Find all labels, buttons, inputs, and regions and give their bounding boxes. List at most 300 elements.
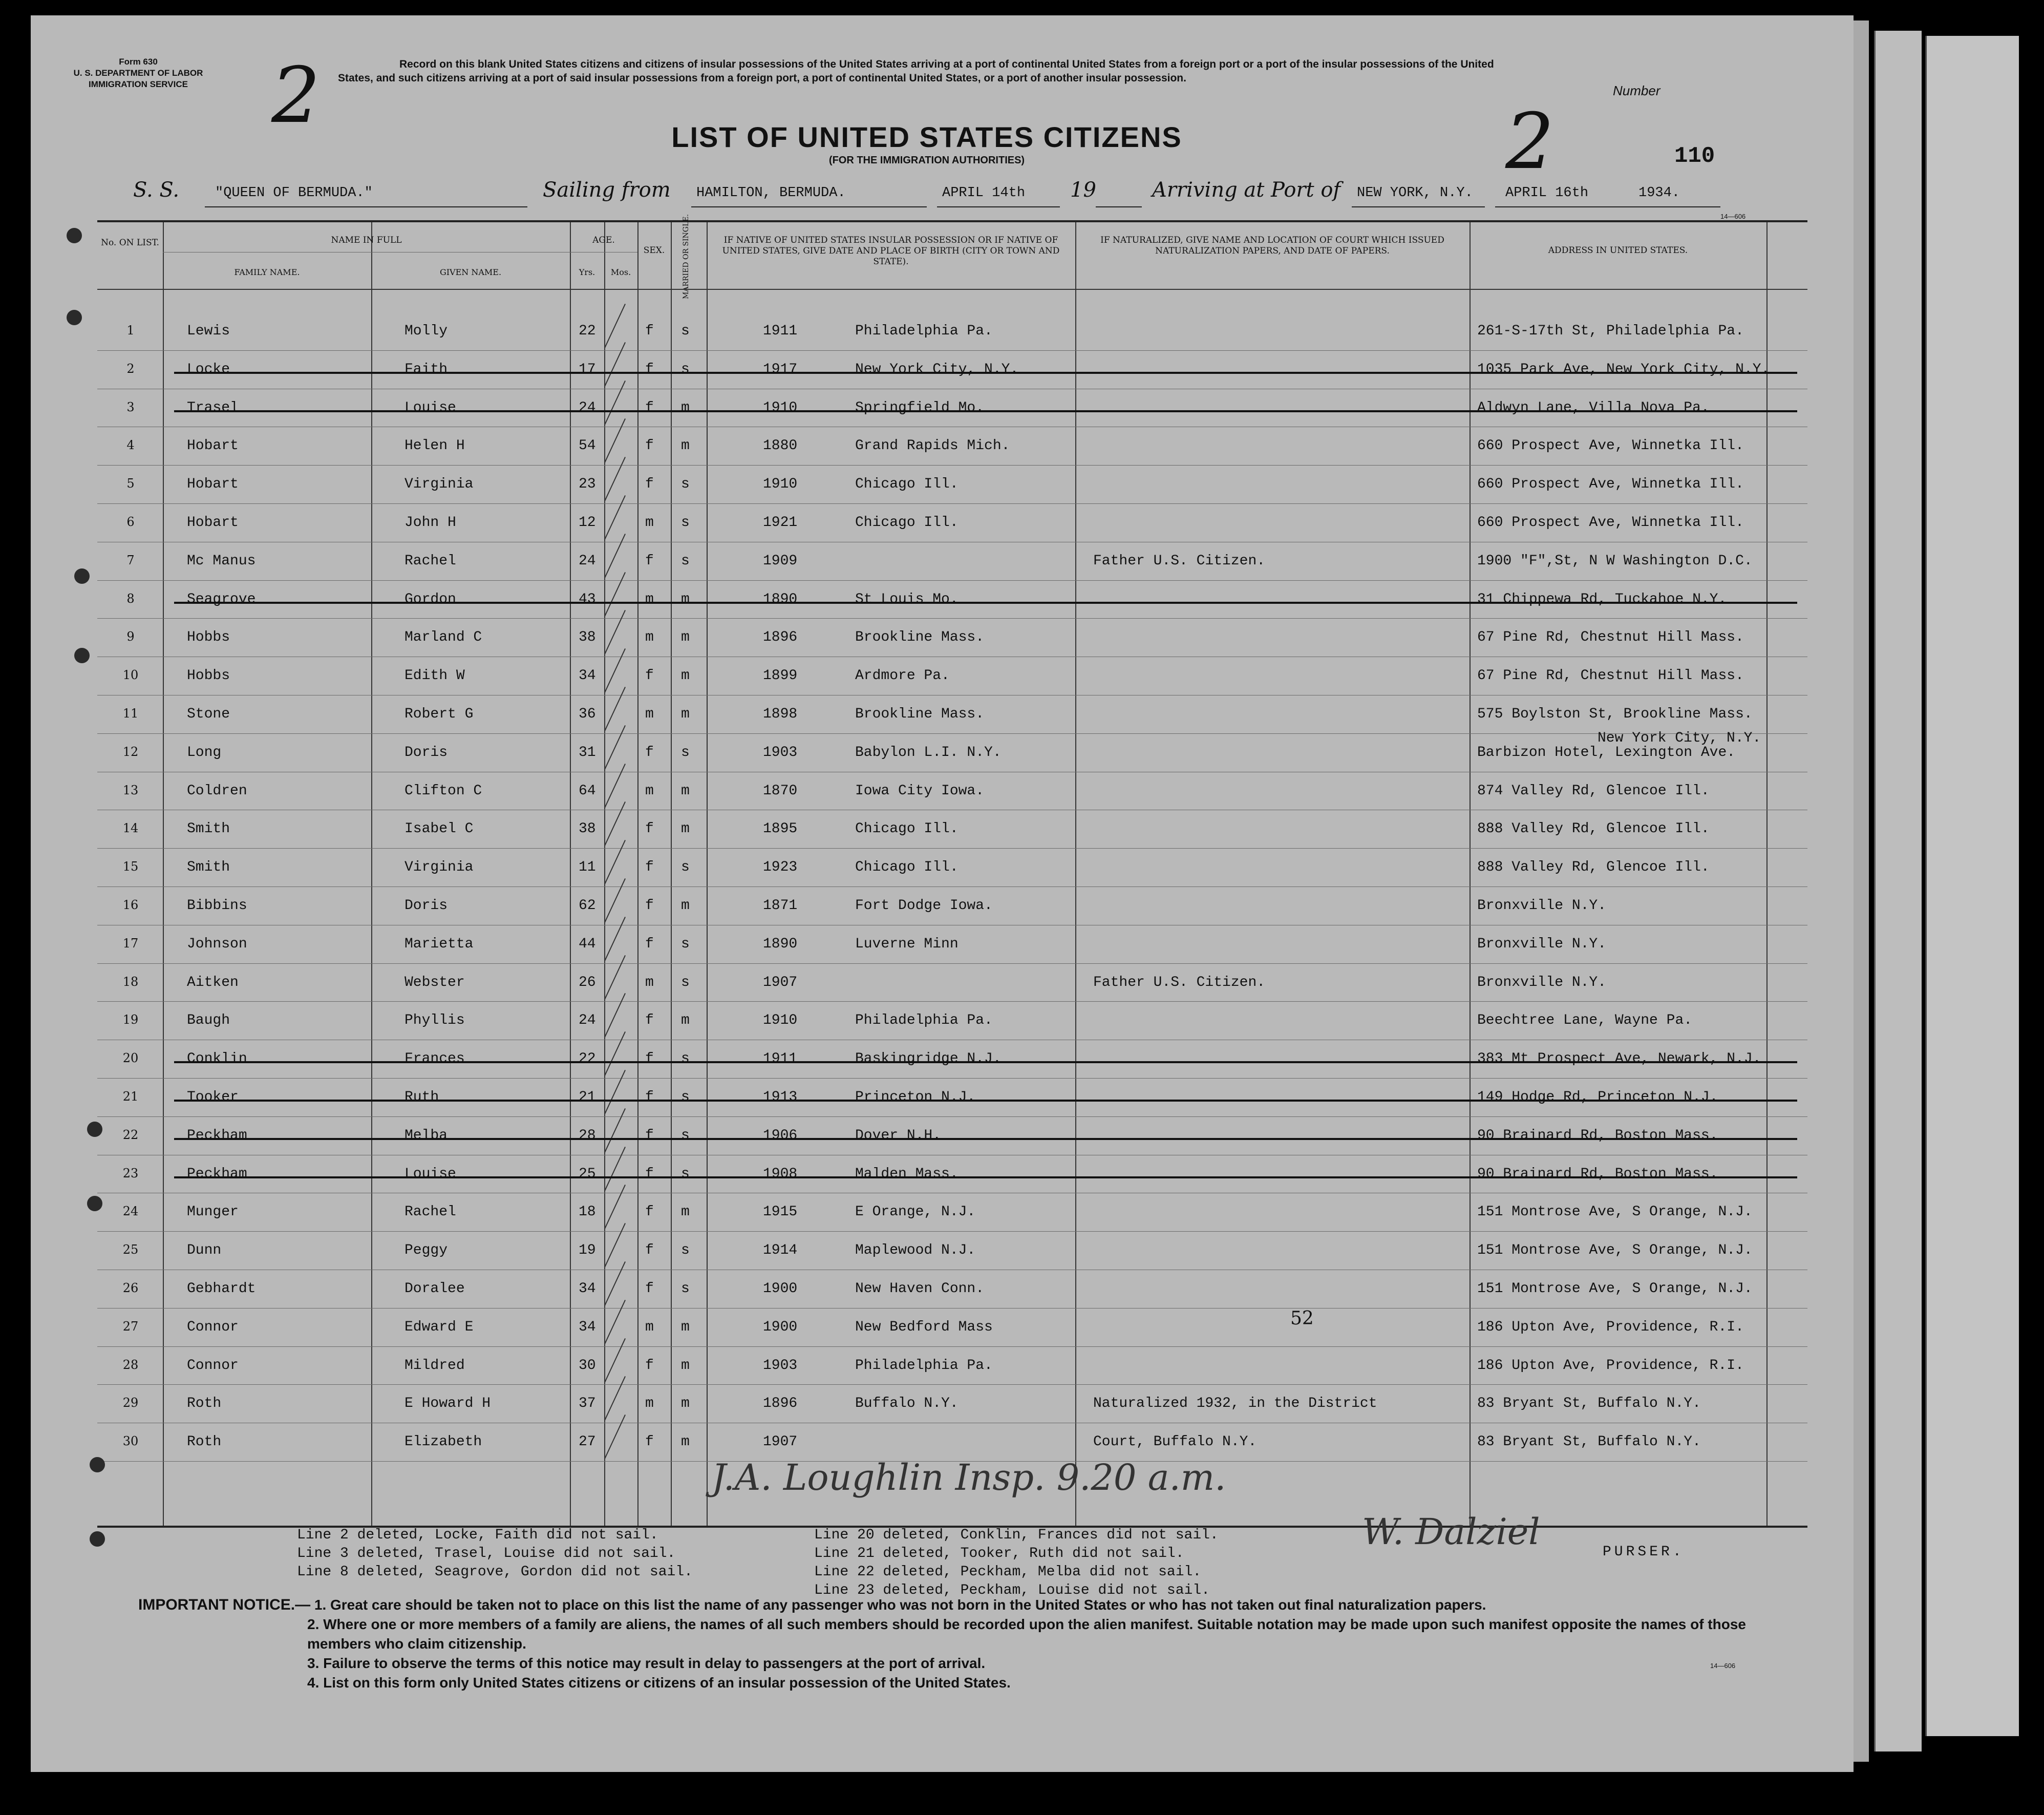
header-given-name: GIVEN NAME. (439, 267, 502, 277)
family-name: Hobbs (187, 629, 230, 646)
table-row (97, 657, 1807, 694)
sex: f (645, 553, 654, 569)
sex: f (645, 898, 654, 914)
notice-item: 3. Failure to observe the terms of this notice may result in delay to passengers at the port of arrival. (307, 1655, 986, 1671)
birth-year: 1896 (763, 1396, 798, 1412)
marital-status: m (681, 783, 690, 799)
age-years: 23 (579, 476, 596, 493)
service-name: IMMIGRATION SERVICE (89, 79, 188, 89)
form-number: Form 630 (119, 57, 158, 67)
address: Barbizon Hotel, Lexington Ave. (1477, 744, 1736, 761)
age-years: 30 (579, 1357, 596, 1374)
ship-name: "QUEEN OF BERMUDA." (215, 185, 373, 201)
address: 151 Montrose Ave, S Orange, N.J. (1477, 1204, 1753, 1220)
row-number: 15 (122, 859, 139, 874)
sex: f (645, 1434, 654, 1450)
age-years: 11 (579, 859, 596, 876)
birth-place: Iowa City Iowa. (855, 783, 985, 799)
address: 1035 Park Ave, New York City, N.Y. (1477, 361, 1770, 377)
check-mark (604, 304, 626, 348)
given-name: Doris (404, 744, 448, 761)
table-row (97, 1116, 1807, 1154)
header-address: ADDRESS IN UNITED STATES. (1548, 245, 1688, 256)
age-years: 24 (579, 553, 596, 569)
stacked-page-edge (1874, 31, 1922, 1751)
address: 660 Prospect Ave, Winnetka Ill. (1477, 438, 1744, 454)
birth-year: 1911 (763, 323, 798, 339)
birth-place: Baskingridge N.J. (855, 1051, 1002, 1067)
given-name: E Howard H (404, 1396, 491, 1412)
ss-label: S. S. (133, 178, 180, 202)
notice-heading: IMPORTANT NOTICE.— (138, 1596, 311, 1613)
birth-year: 1903 (763, 1357, 798, 1374)
given-name: Elizabeth (404, 1434, 482, 1450)
form-code-bottom: 14—606 (1710, 1662, 1736, 1670)
naturalization: Father U.S. Citizen. (1093, 553, 1266, 569)
birth-place: Malden Mass. (855, 1166, 959, 1182)
row-number: 30 (122, 1434, 139, 1449)
inspector-signature: J.A. Loughlin Insp. 9.20 a.m. (712, 1457, 1226, 1499)
address: 660 Prospect Ave, Winnetka Ill. (1477, 476, 1744, 493)
age-years: 38 (579, 629, 596, 646)
intro-text: Record on this blank United States citizens and citizens of insular possessions of the United States arriving at a port of continental United States from a foreign port or a port of the insular possessions of the United States, and such citizens arriving at a port of said insular possessions from a foreign port, a port of continental United States, or a port of another insular possession. (338, 58, 1494, 84)
table-row (97, 1155, 1807, 1193)
age-years: 34 (579, 1319, 596, 1335)
sex: f (645, 1242, 654, 1259)
given-name: Gordon (404, 591, 456, 607)
manifest-page (31, 15, 1854, 1772)
binder-hole (90, 1531, 105, 1547)
marital-status: m (681, 1204, 690, 1220)
row-number: 25 (122, 1242, 139, 1257)
birth-year: 1910 (763, 476, 798, 493)
family-name: Connor (187, 1357, 239, 1374)
row-number: 3 (126, 399, 135, 414)
marital-status: s (681, 744, 690, 761)
row-number: 19 (122, 1012, 139, 1027)
age-years: 21 (579, 1089, 596, 1105)
family-name: Hobart (187, 438, 239, 454)
deletion-note: Line 8 deleted, Seagrove, Gordon did not sail. (297, 1564, 693, 1580)
given-name: Louise (404, 399, 456, 416)
birth-place: Chicago Ill. (855, 515, 959, 531)
birth-place: Chicago Ill. (855, 859, 959, 876)
family-name: Smith (187, 821, 230, 837)
row-number: 26 (122, 1281, 139, 1295)
address: 874 Valley Rd, Glencoe Ill. (1477, 783, 1710, 799)
address: 888 Valley Rd, Glencoe Ill. (1477, 859, 1710, 876)
marital-status: s (681, 1051, 690, 1067)
address: 1900 "F",St, N W Washington D.C. (1477, 553, 1753, 569)
marital-status: s (681, 936, 690, 952)
sex: f (645, 936, 654, 952)
birth-place: Maplewood N.J. (855, 1242, 976, 1259)
table-row (97, 580, 1807, 618)
sex: m (645, 629, 654, 646)
birth-place: Brookline Mass. (855, 706, 985, 722)
family-name: Dunn (187, 1242, 222, 1259)
table-row (97, 695, 1807, 733)
birth-year: 1890 (763, 591, 798, 607)
table-row (97, 963, 1807, 1001)
age-years: 22 (579, 323, 596, 339)
family-name: Gebhardt (187, 1281, 256, 1297)
birth-year: 1923 (763, 859, 798, 876)
sex: f (645, 1166, 654, 1182)
address: 186 Upton Ave, Providence, R.I. (1477, 1357, 1744, 1374)
binder-hole (67, 310, 82, 325)
given-name: Frances (404, 1051, 465, 1067)
naturalization: Naturalized 1932, in the District (1093, 1396, 1377, 1412)
birth-place: New Haven Conn. (855, 1281, 985, 1297)
row-number: 23 (122, 1166, 139, 1180)
sex: f (645, 438, 654, 454)
address: Bronxville N.Y. (1477, 936, 1607, 952)
birth-place: Philadelphia Pa. (855, 323, 993, 339)
header-birth: IF NATIVE OF UNITED STATES INSULAR POSSESSION OR IF NATIVE OF UNITED STATES, GIVE DATE AND PLACE OF BIRTH (CITY OR TOWN AND STATE). (722, 235, 1060, 267)
header-sex: SEX. (643, 245, 665, 256)
marital-status: m (681, 706, 690, 722)
address: 575 Boylston St, Brookline Mass. (1477, 706, 1753, 722)
stacked-page-edge (1925, 36, 2019, 1736)
marital-status: m (681, 1357, 690, 1374)
sex: f (645, 1127, 654, 1144)
row-number: 29 (122, 1396, 139, 1410)
given-name: Mildred (404, 1357, 465, 1374)
table-row (97, 1001, 1807, 1039)
age-years: 34 (579, 1281, 596, 1297)
age-years: 36 (579, 706, 596, 722)
sex: f (645, 361, 654, 377)
marital-status: s (681, 1127, 690, 1144)
birth-year: 1914 (763, 1242, 798, 1259)
family-name: Munger (187, 1204, 239, 1220)
voyage-line (133, 178, 1802, 209)
birth-place: Brookline Mass. (855, 629, 985, 646)
deletion-strikethrough (174, 410, 1797, 412)
birth-year: 1903 (763, 744, 798, 761)
family-name: Lewis (187, 323, 230, 339)
address: 67 Pine Rd, Chestnut Hill Mass. (1477, 668, 1744, 684)
sheet-number: 110 (1674, 143, 1715, 169)
given-name: Phyllis (404, 1012, 465, 1029)
deletion-strikethrough (174, 602, 1797, 604)
address: Beechtree Lane, Wayne Pa. (1477, 1012, 1693, 1029)
address: 151 Montrose Ave, S Orange, N.J. (1477, 1281, 1753, 1297)
page-subtitle: (FOR THE IMMIGRATION AUTHORITIES) (828, 155, 1025, 166)
binder-hole (74, 568, 90, 584)
header-age: AGE. (592, 235, 615, 245)
birth-year: 1908 (763, 1166, 798, 1182)
birth-year: 1910 (763, 1012, 798, 1029)
important-notice (138, 1595, 1777, 1693)
deletion-notes-left (297, 1526, 693, 1581)
birth-year: 1896 (763, 629, 798, 646)
age-years: 37 (579, 1396, 596, 1412)
marital-status: s (681, 1242, 690, 1259)
family-name: Mc Manus (187, 553, 256, 569)
birth-place: Luverne Minn (855, 936, 959, 952)
row-number: 4 (126, 438, 135, 453)
birth-year: 1921 (763, 515, 798, 531)
row-number: 21 (122, 1089, 139, 1104)
deletion-note: Line 3 deleted, Trasel, Louise did not sail. (297, 1546, 676, 1561)
birth-year: 1906 (763, 1127, 798, 1144)
number-label: Number (1613, 83, 1660, 98)
family-name: Peckham (187, 1127, 247, 1144)
age-years: 54 (579, 438, 596, 454)
marital-status: m (681, 898, 690, 914)
age-years: 34 (579, 668, 596, 684)
age-years: 24 (579, 399, 596, 416)
handwritten-mark-left: 2 (271, 51, 321, 140)
age-years: 12 (579, 515, 596, 531)
given-name: Isabel C (404, 821, 474, 837)
deletion-strikethrough (174, 1138, 1797, 1140)
age-years: 19 (579, 1242, 596, 1259)
family-name: Smith (187, 859, 230, 876)
sex: f (645, 668, 654, 684)
address: Bronxville N.Y. (1477, 898, 1607, 914)
row-number: 28 (122, 1357, 139, 1372)
sex: f (645, 476, 654, 493)
handwritten-number: 2 (1505, 97, 1555, 186)
table-row (97, 1423, 1807, 1461)
marital-status: s (681, 1089, 690, 1105)
table-row (97, 848, 1807, 886)
given-name: John H (404, 515, 456, 531)
purser-label: PURSER. (1603, 1544, 1685, 1560)
notice-item: 1. Great care should be taken not to place on this list the name of any passenger who was not born in the United States or who has not taken out final naturalization papers. (314, 1597, 1486, 1613)
birth-place: Ardmore Pa. (855, 668, 950, 684)
birth-year: 1913 (763, 1089, 798, 1105)
age-years: 62 (579, 898, 596, 914)
marital-status: s (681, 1166, 690, 1182)
given-name: Peggy (404, 1242, 448, 1259)
row-number: 14 (122, 821, 139, 836)
family-name: Coldren (187, 783, 247, 799)
age-years: 26 (579, 974, 596, 990)
deletion-note: Line 20 deleted, Conklin, Frances did not sail. (814, 1527, 1219, 1543)
family-name: Long (187, 744, 222, 761)
given-name: Webster (404, 974, 465, 990)
birth-place: Princeton N.J. (855, 1089, 976, 1105)
deletion-note: Line 23 deleted, Peckham, Louise did not sail. (814, 1582, 1210, 1598)
given-name: Molly (404, 323, 448, 339)
birth-year: 1895 (763, 821, 798, 837)
sex: f (645, 1281, 654, 1297)
purser-signature: W. Dalziel (1362, 1511, 1540, 1553)
birth-year: 1907 (763, 974, 798, 990)
given-name: Doris (404, 898, 448, 914)
row-number: 7 (126, 553, 135, 567)
form-code-top: 14—606 (1720, 213, 1746, 220)
birth-year: 1900 (763, 1319, 798, 1335)
marital-status: m (681, 1012, 690, 1029)
table-row (97, 465, 1807, 503)
sex: m (645, 1396, 654, 1412)
department-name: U. S. DEPARTMENT OF LABOR (73, 68, 203, 78)
sex: f (645, 399, 654, 416)
family-name: Locke (187, 361, 230, 377)
header-naturalized: IF NATURALIZED, GIVE NAME AND LOCATION OF COURT WHICH ISSUED NATURALIZATION PAPERS, AND DATE OF PAPERS. (1100, 235, 1444, 256)
family-name: Johnson (187, 936, 247, 952)
row-number: 9 (126, 629, 135, 644)
marital-status: m (681, 1396, 690, 1412)
deletion-note: Line 21 deleted, Tooker, Ruth did not sail. (814, 1546, 1184, 1561)
row-number: 5 (126, 476, 135, 491)
given-name: Robert G (404, 706, 474, 722)
birth-place: Grand Rapids Mich. (855, 438, 1010, 454)
sex: f (645, 1012, 654, 1029)
table-row (97, 389, 1807, 427)
sex: m (645, 706, 654, 722)
binder-hole (90, 1457, 105, 1472)
sex: m (645, 974, 654, 990)
birth-place: Buffalo N.Y. (855, 1396, 959, 1412)
given-name: Doralee (404, 1281, 465, 1297)
family-name: Connor (187, 1319, 239, 1335)
family-name: Conklin (187, 1051, 247, 1067)
deletion-note: Line 2 deleted, Locke, Faith did not sail. (297, 1527, 658, 1543)
age-years: 27 (579, 1434, 596, 1450)
family-name: Seagrove (187, 591, 256, 607)
row-number: 2 (126, 361, 135, 376)
age-years: 17 (579, 361, 596, 377)
age-years: 44 (579, 936, 596, 952)
sex: f (645, 1089, 654, 1105)
table-row (97, 925, 1807, 963)
marital-status: m (681, 629, 690, 646)
marital-status: s (681, 859, 690, 876)
given-name: Ruth (404, 1089, 439, 1105)
birth-place: New York City, N.Y. (855, 361, 1019, 377)
sailing-port: HAMILTON, BERMUDA. (696, 185, 846, 201)
given-name: Helen H (404, 438, 465, 454)
age-years: 38 (579, 821, 596, 837)
birth-year: 1899 (763, 668, 798, 684)
sex: f (645, 1051, 654, 1067)
notice-item: 2. Where one or more members of a family are aliens, the names of all such members should be recorded upon the alien manifest. Suitable notation may be made upon such manifest opposite the names of those members who claim citizenship. (307, 1616, 1746, 1652)
address: 31 Chippewa Rd, Tuckahoe N.Y. (1477, 591, 1727, 607)
birth-year: 1900 (763, 1281, 798, 1297)
birth-place: Philadelphia Pa. (855, 1357, 993, 1374)
binder-hole (87, 1196, 102, 1211)
marital-status: m (681, 438, 690, 454)
given-name: Louise (404, 1166, 456, 1182)
row-number: 12 (122, 744, 139, 759)
sex: m (645, 515, 654, 531)
family-name: Roth (187, 1434, 222, 1450)
deletion-strikethrough (174, 1176, 1797, 1178)
row-number: 24 (122, 1204, 139, 1219)
family-name: Hobart (187, 515, 239, 531)
birth-year: 1898 (763, 706, 798, 722)
birth-place: Springfield Mo. (855, 399, 985, 416)
binder-hole (87, 1122, 102, 1137)
binder-hole (74, 648, 90, 663)
table-row (97, 1270, 1807, 1307)
family-name: Trasel (187, 399, 239, 416)
deletion-note: Line 22 deleted, Peckham, Melba did not sail. (814, 1564, 1202, 1580)
page-title: LIST OF UNITED STATES CITIZENS (671, 121, 1182, 153)
marital-status: m (681, 591, 690, 607)
naturalization: Father U.S. Citizen. (1093, 974, 1266, 990)
form-identifier (72, 56, 205, 90)
marital-status: s (681, 361, 690, 377)
table-row (97, 312, 1807, 350)
sex: m (645, 1319, 654, 1335)
address: 186 Upton Ave, Providence, R.I. (1477, 1319, 1744, 1335)
table-row (97, 1384, 1807, 1422)
table-row (97, 772, 1807, 810)
sex: m (645, 591, 654, 607)
age-years: 22 (579, 1051, 596, 1067)
birth-place: E Orange, N.J. (855, 1204, 976, 1220)
table-row (97, 1040, 1807, 1078)
address: 67 Pine Rd, Chestnut Hill Mass. (1477, 629, 1744, 646)
given-name: Faith (404, 361, 448, 377)
address: 383 Mt Prospect Ave, Newark, N.J. (1477, 1051, 1761, 1067)
given-name: Clifton C (404, 783, 482, 799)
given-name: Virginia (404, 859, 474, 876)
marital-status: m (681, 1319, 690, 1335)
row-number: 18 (122, 974, 139, 989)
family-name: Bibbins (187, 898, 247, 914)
table-row (97, 1231, 1807, 1269)
arrival-year: 1934. (1638, 185, 1680, 201)
address: 90 Brainard Rd, Boston Mass. (1477, 1166, 1718, 1182)
marital-status: s (681, 515, 690, 531)
given-name: Edward E (404, 1319, 474, 1335)
row-number: 6 (126, 515, 135, 529)
deletion-notes-right (814, 1526, 1219, 1600)
age-years: 64 (579, 783, 596, 799)
table-row (97, 427, 1807, 465)
sailing-from-label: Sailing from (543, 178, 671, 202)
age-years: 43 (579, 591, 596, 607)
family-name: Aitken (187, 974, 239, 990)
address: 83 Bryant St, Buffalo N.Y. (1477, 1434, 1701, 1450)
table-row (97, 810, 1807, 848)
address: 151 Montrose Ave, S Orange, N.J. (1477, 1242, 1753, 1259)
table-row (97, 1308, 1807, 1346)
binder-hole (67, 228, 82, 243)
address: Aldwyn Lane, Villa Nova Pa. (1477, 399, 1710, 416)
stamp-number: 52 (1290, 1308, 1314, 1329)
table-row (97, 350, 1807, 388)
family-name: Hobbs (187, 668, 230, 684)
row-number: 27 (122, 1319, 139, 1334)
family-name: Baugh (187, 1012, 230, 1029)
given-name: Rachel (404, 1204, 456, 1220)
age-years: 31 (579, 744, 596, 761)
sailing-date: APRIL 14th (942, 185, 1026, 201)
row-number: 11 (122, 706, 139, 721)
row-number: 13 (122, 783, 139, 797)
birth-year: 1915 (763, 1204, 798, 1220)
sex: f (645, 1357, 654, 1374)
family-name: Stone (187, 706, 230, 722)
marital-status: s (681, 476, 690, 493)
table-row (97, 1193, 1807, 1231)
sex: f (645, 1204, 654, 1220)
table-row (97, 887, 1807, 924)
header-years: Yrs. (579, 267, 595, 277)
table-row (97, 1078, 1807, 1116)
deletion-strikethrough (174, 1100, 1797, 1102)
given-name: Melba (404, 1127, 448, 1144)
